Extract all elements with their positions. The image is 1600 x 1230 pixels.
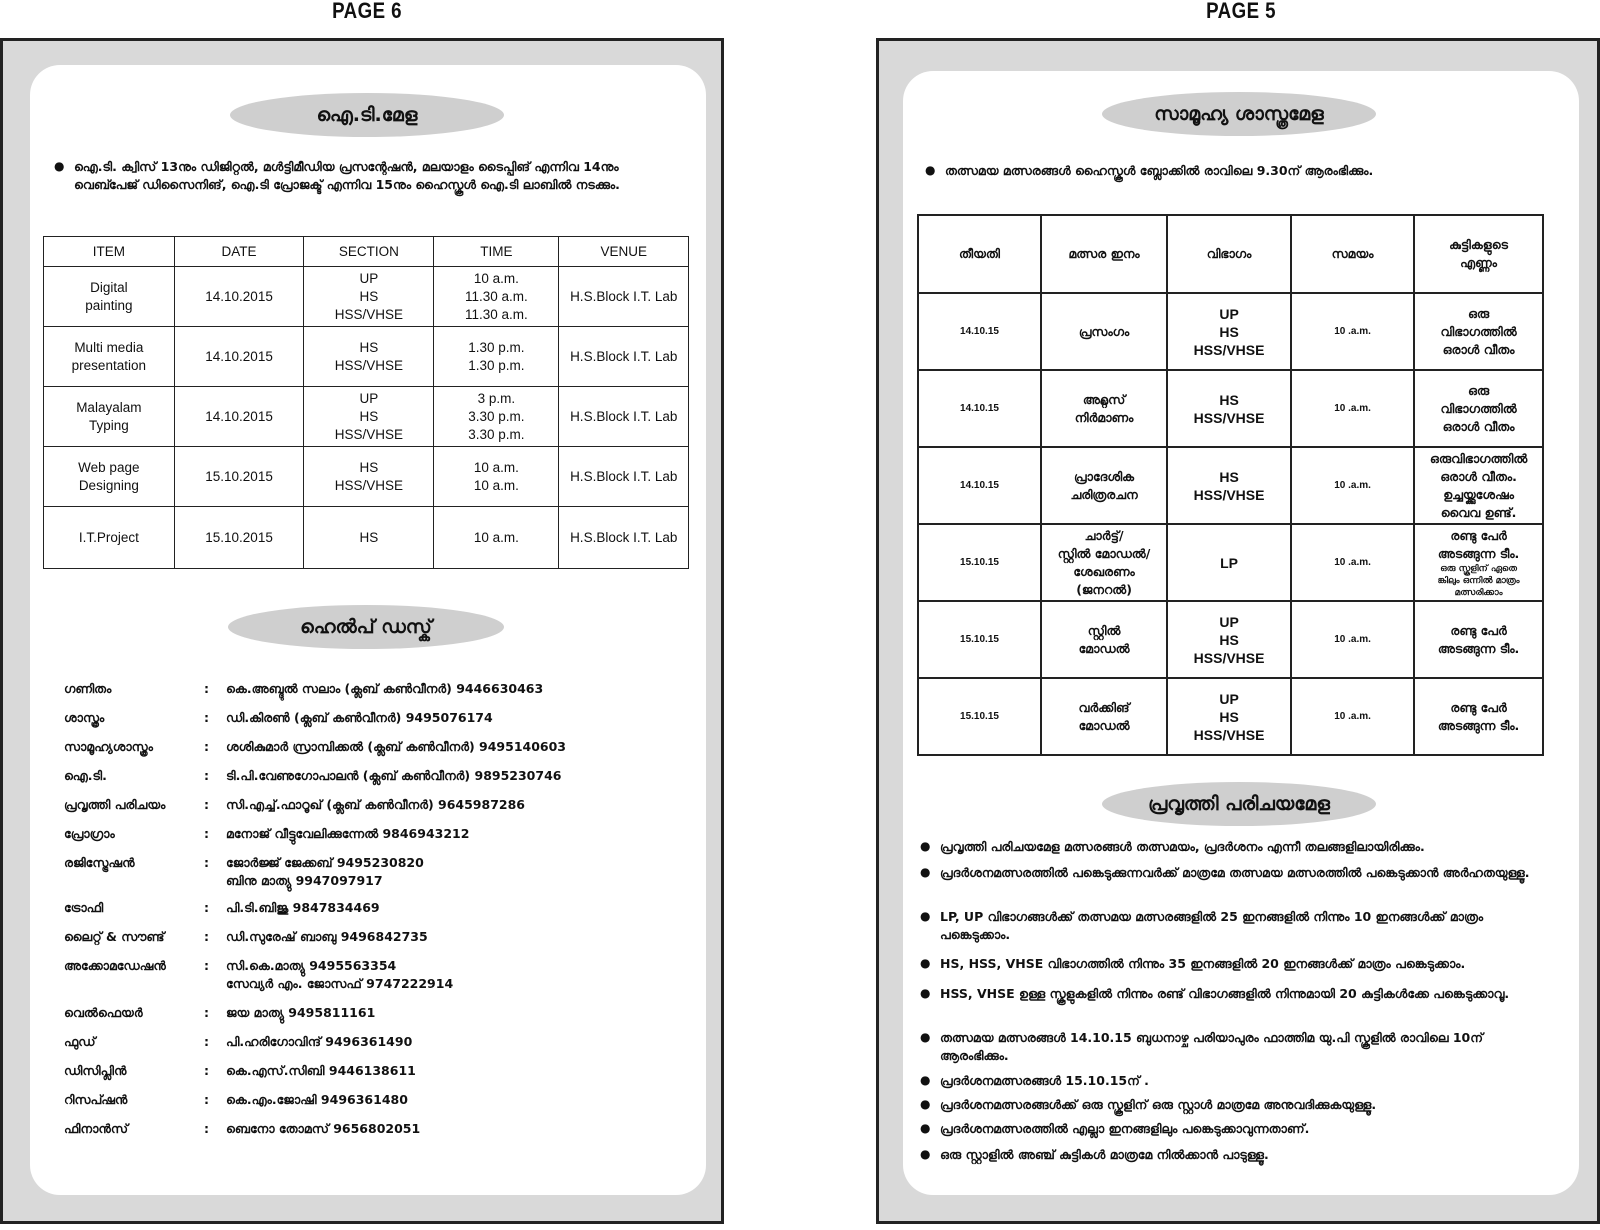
it-table-cell: 14.10.2015: [174, 267, 304, 327]
help-desk-role: റിസപ്ഷൻ: [64, 1092, 128, 1107]
help-desk-title: ഹെൽപ് ഡസ്ക്: [228, 605, 504, 649]
social-table-row: [918, 447, 1543, 524]
help-desk-contact: ഡി.സുരേഷ് ബാബു 9496842735: [226, 929, 428, 944]
help-desk-role: അക്കോമഡേഷൻ: [64, 958, 166, 973]
help-desk-colon: :: [204, 710, 209, 725]
social-table-cell-section: HS HSS/VHSE: [1167, 447, 1291, 524]
help-desk-colon: :: [204, 1063, 209, 1078]
social-table-cell-date: 15.10.15: [918, 678, 1041, 755]
it-table-cell: 10 a.m. 11.30 a.m. 11.30 a.m.: [434, 267, 559, 327]
count-text: രണ്ടു പേർ അടങ്ങുന്ന ടീം.: [1437, 527, 1520, 561]
social-table-cell-date: 15.10.15: [918, 524, 1041, 601]
social-science-title: സാമൂഹ്യ ശാസ്ത്രമേള: [1102, 92, 1376, 136]
help-desk-colon: :: [204, 929, 209, 944]
help-desk-contact: മനോജ് വീട്ടുവേലിക്കുന്നേൽ 9846943212: [226, 826, 470, 841]
it-table-cell: H.S.Block I.T. Lab: [559, 387, 689, 447]
work-experience-bullet: ● ഒരു സ്റ്റാളിൽ അഞ്ച് കുട്ടികൾ മാത്രമേ നിൽക്കാൻ പാടുള്ളൂ.: [940, 1146, 1550, 1164]
it-table-cell: H.S.Block I.T. Lab: [559, 267, 689, 327]
social-table-cell-date: 14.10.15: [918, 447, 1041, 524]
help-desk-contact: പി.ടി.ബിജു 9847834469: [226, 900, 380, 915]
it-table-cell: H.S.Block I.T. Lab: [559, 507, 689, 569]
help-desk-contact: കെ.എസ്.സിബി 9446138611: [226, 1063, 416, 1078]
social-table-row: [918, 524, 1543, 601]
help-desk-role: ഫിനാൻസ്: [64, 1121, 129, 1136]
help-desk-contact: പി.ഹരിഗോവിന്ദ് 9496361490: [226, 1034, 413, 1049]
social-table-header: തീയതി: [918, 215, 1041, 293]
help-desk-colon: :: [204, 826, 209, 841]
it-table-header: ITEM: [44, 237, 175, 267]
it-table-header: VENUE: [559, 237, 689, 267]
it-table-cell: 15.10.2015: [174, 447, 304, 507]
it-table-header: DATE: [174, 237, 304, 267]
it-table-header: SECTION: [304, 237, 434, 267]
social-table-header: വിഭാഗം: [1167, 215, 1291, 293]
help-desk-contact: കെ.എം.ജോഷി 9496361480: [226, 1092, 408, 1107]
it-table-cell: UP HS HSS/VHSE: [304, 387, 434, 447]
social-table-header: സമയം: [1291, 215, 1414, 293]
it-table-cell: UP HS HSS/VHSE: [304, 267, 434, 327]
work-experience-bullet: ● പ്രവൃത്തി പരിചയമേള മത്സരങ്ങൾ തത്സമയം, പ്രദർശനം എന്നീ തലങ്ങളിലായിരിക്കും.: [940, 838, 1550, 856]
help-desk-contact: ബെനോ തോമസ് 9656802051: [226, 1121, 421, 1136]
social-table-cell-count: [1414, 447, 1543, 524]
it-table-cell: H.S.Block I.T. Lab: [559, 327, 689, 387]
it-table-cell: 14.10.2015: [174, 327, 304, 387]
work-experience-bullet: ● പ്രദർശനമത്സരത്തിൽ എല്ലാ ഇനങ്ങളിലും പങ്കെടുക്കാവുന്നതാണ്.: [940, 1120, 1550, 1138]
help-desk-role: ലൈറ്റ് & സൗണ്ട്: [64, 929, 165, 944]
work-experience-bullet: ● പ്രദർശനമത്സരങ്ങൾ 15.10.15ന് .: [940, 1072, 1550, 1090]
work-experience-bullet: ● HS, HSS, VHSE വിഭാഗത്തിൽ നിന്നും 35 ഇനങ്ങളിൽ 20 ഇനങ്ങൾക്ക് മാത്രം പങ്കെടുക്കാം.: [940, 955, 1550, 973]
help-desk-role: വെൽഫെയർ: [64, 1005, 143, 1020]
help-desk-role: ഗണിതം: [64, 681, 112, 696]
page-label-right: PAGE 5: [1206, 0, 1276, 23]
help-desk-role: പ്രവൃത്തി പരിചയം: [64, 797, 166, 812]
social-table-cell-count: [1414, 601, 1543, 678]
help-desk-colon: :: [204, 1005, 209, 1020]
help-desk-role: സാമൂഹ്യശാസ്ത്രം: [64, 739, 153, 754]
count-text: ഒരുവിഭാഗത്തിൽ ഒരാൾ വീതം. ഉച്ചയ്ക്കുശേഷം വൈവ ഉണ്ട്.: [1429, 450, 1528, 520]
work-experience-title: പ്രവൃത്തി പരിചയമേള: [1102, 782, 1376, 826]
it-table-cell: 14.10.2015: [174, 387, 304, 447]
social-table-row: [918, 601, 1543, 678]
social-table-cell-date: 14.10.15: [918, 293, 1041, 370]
help-desk-colon: :: [204, 1092, 209, 1107]
help-desk-role: രജിസ്ട്രേഷൻ: [64, 855, 135, 870]
work-experience-bullet: ● പ്രദർശനമത്സരത്തിൽ പങ്കെടുക്കുന്നവർക്ക് മാത്രമേ തത്സമയ മത്സരത്തിൽ പങ്കെടുക്കാൻ അർഹതയുള്ളൂ.: [940, 864, 1550, 882]
it-table-cell: 3 p.m. 3.30 p.m. 3.30 p.m.: [434, 387, 559, 447]
social-table-cell-count: [1414, 678, 1543, 755]
it-table-cell: HS: [304, 507, 434, 569]
help-desk-contact: ജോർജ്ജ് ജേക്കബ് 9495230820 ബിനു മാത്യു 9947097917: [226, 855, 424, 888]
page-label-left: PAGE 6: [332, 0, 402, 23]
social-table-cell-time: 10 .a.m.: [1291, 370, 1414, 447]
social-table-cell-count: [1414, 293, 1543, 370]
social-table-row: [918, 678, 1543, 755]
social-table-cell-section: UP HS HSS/VHSE: [1167, 293, 1291, 370]
count-text: രണ്ടു പേർ അടങ്ങുന്ന ടീം.: [1437, 699, 1520, 733]
help-desk-colon: :: [204, 1121, 209, 1136]
it-table-cell: 10 a.m.: [434, 507, 559, 569]
social-table-cell-item: അറ്റ്ലസ് നിർമാണം: [1041, 370, 1167, 447]
help-desk-contact: സി.കെ.മാത്യു 9495563354 സേവ്യർ എം. ജോസഫ് 9747222914: [226, 958, 454, 991]
it-table-cell: 1.30 p.m. 1.30 p.m.: [434, 327, 559, 387]
it-table-row: [44, 387, 689, 447]
count-text: ഒരു വിഭാഗത്തിൽ ഒരാൾ വീതം: [1440, 382, 1517, 434]
social-table-cell-item: സ്റ്റിൽ മോഡൽ: [1041, 601, 1167, 678]
help-desk-colon: :: [204, 855, 209, 870]
social-table-cell-item: പ്രസംഗം: [1041, 293, 1167, 370]
work-experience-bullet: ● പ്രദർശനമത്സരങ്ങൾക്ക് ഒരു സ്കൂളിന് ഒരു സ്റ്റാൾ മാത്രമേ അനുവദിക്കുകയുള്ളൂ.: [940, 1096, 1550, 1114]
help-desk-contact: ജയ മാത്യു 9495811161: [226, 1005, 376, 1020]
help-desk-colon: :: [204, 768, 209, 783]
it-table-cell: I.T.Project: [44, 507, 175, 569]
it-table-cell: Malayalam Typing: [44, 387, 175, 447]
it-table-header: TIME: [434, 237, 559, 267]
social-science-note: ● തത്സമയ മത്സരങ്ങൾ ഹൈസ്കൂൾ ബ്ലോക്കിൽ രാവിലെ 9.30ന് ആരംഭിക്കും.: [945, 162, 1565, 180]
help-desk-role: ഐ.ടി.: [64, 768, 107, 783]
help-desk-colon: :: [204, 1034, 209, 1049]
social-table-cell-item: വർക്കിങ് മോഡൽ: [1041, 678, 1167, 755]
it-table-cell: Multi media presentation: [44, 327, 175, 387]
work-experience-bullet: ● HSS, VHSE ഉള്ള സ്കൂളുകളിൽ നിന്നും രണ്ട് വിഭാഗങ്ങളിൽ നിന്നുമായി 20 കുട്ടികൾക്കേ പങ്കെടുക്കാവൂ.: [940, 985, 1550, 1003]
help-desk-colon: :: [204, 958, 209, 973]
it-mela-note: ● ഐ.ടി. ക്വിസ് 13നും ഡിജിറ്റൽ, മൾട്ടിമീഡിയ പ്രസന്റേഷൻ, മലയാളം ടൈപ്പിങ് എന്നിവ 14നും വെബ്പേജ് ഡിസൈനിങ്, ഐ.ടി പ്രോജക്ട് എന്നിവ 15നും ഹൈസ്കൂൾ ഐ.ടി ലാബിൽ നടക്കും.: [74, 158, 686, 194]
work-experience-bullet: ● LP, UP വിഭാഗങ്ങൾക്ക് തത്സമയ മത്സരങ്ങളിൽ 25 ഇനങ്ങളിൽ നിന്നും 10 ഇനങ്ങൾക്ക് മാത്രം പങ്കെടുക്കാം.: [940, 908, 1550, 944]
social-table-cell-date: 14.10.15: [918, 370, 1041, 447]
help-desk-contact: സി.എച്ച്.ഫാറൂഖ് (ക്ലബ് കൺവീനർ) 9645987286: [226, 797, 525, 812]
social-table-cell-time: 10 .a.m.: [1291, 601, 1414, 678]
social-table-cell-count: [1414, 370, 1543, 447]
count-note: ഒരു സ്കൂളിന് ഏതെ ങ്കിലും ഒന്നിൽ മാത്രം മത്സരിക്കാം: [1437, 563, 1520, 598]
social-table-cell-date: 15.10.15: [918, 601, 1041, 678]
help-desk-role: ശാസ്ത്രം: [64, 710, 105, 725]
it-table-row: [44, 507, 689, 569]
help-desk-contact: ശശികുമാർ സ്രാമ്പിക്കൽ (ക്ലബ് കൺവീനർ) 9495140603: [226, 739, 567, 754]
help-desk-colon: :: [204, 797, 209, 812]
help-desk-colon: :: [204, 681, 209, 696]
social-table-cell-time: 10 .a.m.: [1291, 678, 1414, 755]
social-table-cell-time: 10 .a.m.: [1291, 293, 1414, 370]
social-table-cell-count: [1414, 524, 1543, 601]
social-table-row: [918, 293, 1543, 370]
help-desk-role: ട്രോഫി: [64, 900, 104, 915]
help-desk-role: പ്രോഗ്രാം: [64, 826, 115, 841]
count-text: ഒരു വിഭാഗത്തിൽ ഒരാൾ വീതം: [1440, 305, 1517, 357]
social-table-cell-section: UP HS HSS/VHSE: [1167, 601, 1291, 678]
it-table-cell: Digital painting: [44, 267, 175, 327]
social-table-cell-section: LP: [1167, 524, 1291, 601]
it-table-cell: 10 a.m. 10 a.m.: [434, 447, 559, 507]
it-table-cell: H.S.Block I.T. Lab: [559, 447, 689, 507]
help-desk-colon: :: [204, 900, 209, 915]
it-table-row: [44, 327, 689, 387]
social-table-cell-time: 10 .a.m.: [1291, 524, 1414, 601]
help-desk-contact: ഡി.കിരൺ (ക്ലബ് കൺവീനർ) 9495076174: [226, 710, 493, 725]
social-table-header: കുട്ടികളുടെ എണ്ണം: [1414, 215, 1543, 293]
it-table-cell: HS HSS/VHSE: [304, 327, 434, 387]
count-text: രണ്ടു പേർ അടങ്ങുന്ന ടീം.: [1437, 622, 1520, 656]
it-table-cell: HS HSS/VHSE: [304, 447, 434, 507]
social-table-row: [918, 370, 1543, 447]
help-desk-contact: കെ.അബ്ദുൽ സലാം (ക്ലബ് കൺവീനർ) 9446630463: [226, 681, 544, 696]
social-table-cell-item: പ്രാദേശിക ചരിത്രരചന: [1041, 447, 1167, 524]
social-table-header: മത്സര ഇനം: [1041, 215, 1167, 293]
work-experience-bullet: ● തത്സമയ മത്സരങ്ങൾ 14.10.15 ബുധനാഴ്ച പരിയാപുരം ഫാത്തിമ യു.പി സ്കൂളിൽ രാവിലെ 10ന് ആരംഭിക്കും.: [940, 1029, 1550, 1065]
social-table-cell-time: 10 .a.m.: [1291, 447, 1414, 524]
help-desk-role: ഫുഡ്: [64, 1034, 96, 1049]
it-mela-table: [43, 236, 689, 569]
social-table-cell-section: HS HSS/VHSE: [1167, 370, 1291, 447]
it-table-cell: 15.10.2015: [174, 507, 304, 569]
help-desk-role: ഡിസിപ്ലിൻ: [64, 1063, 127, 1078]
social-science-table: [917, 214, 1544, 756]
social-table-cell-item: ചാർട്ട്/ സ്റ്റിൽ മോഡൽ/ ശേഖരണം (ജനറൽ): [1041, 524, 1167, 601]
it-table-row: [44, 447, 689, 507]
social-table-cell-section: UP HS HSS/VHSE: [1167, 678, 1291, 755]
it-table-cell: Web page Designing: [44, 447, 175, 507]
help-desk-contact: ടി.പി.വേണുഗോപാലൻ (ക്ലബ് കൺവീനർ) 9895230746: [226, 768, 562, 783]
it-mela-title: ഐ.ടി.മേള: [230, 93, 504, 137]
it-table-row: [44, 267, 689, 327]
help-desk-colon: :: [204, 739, 209, 754]
